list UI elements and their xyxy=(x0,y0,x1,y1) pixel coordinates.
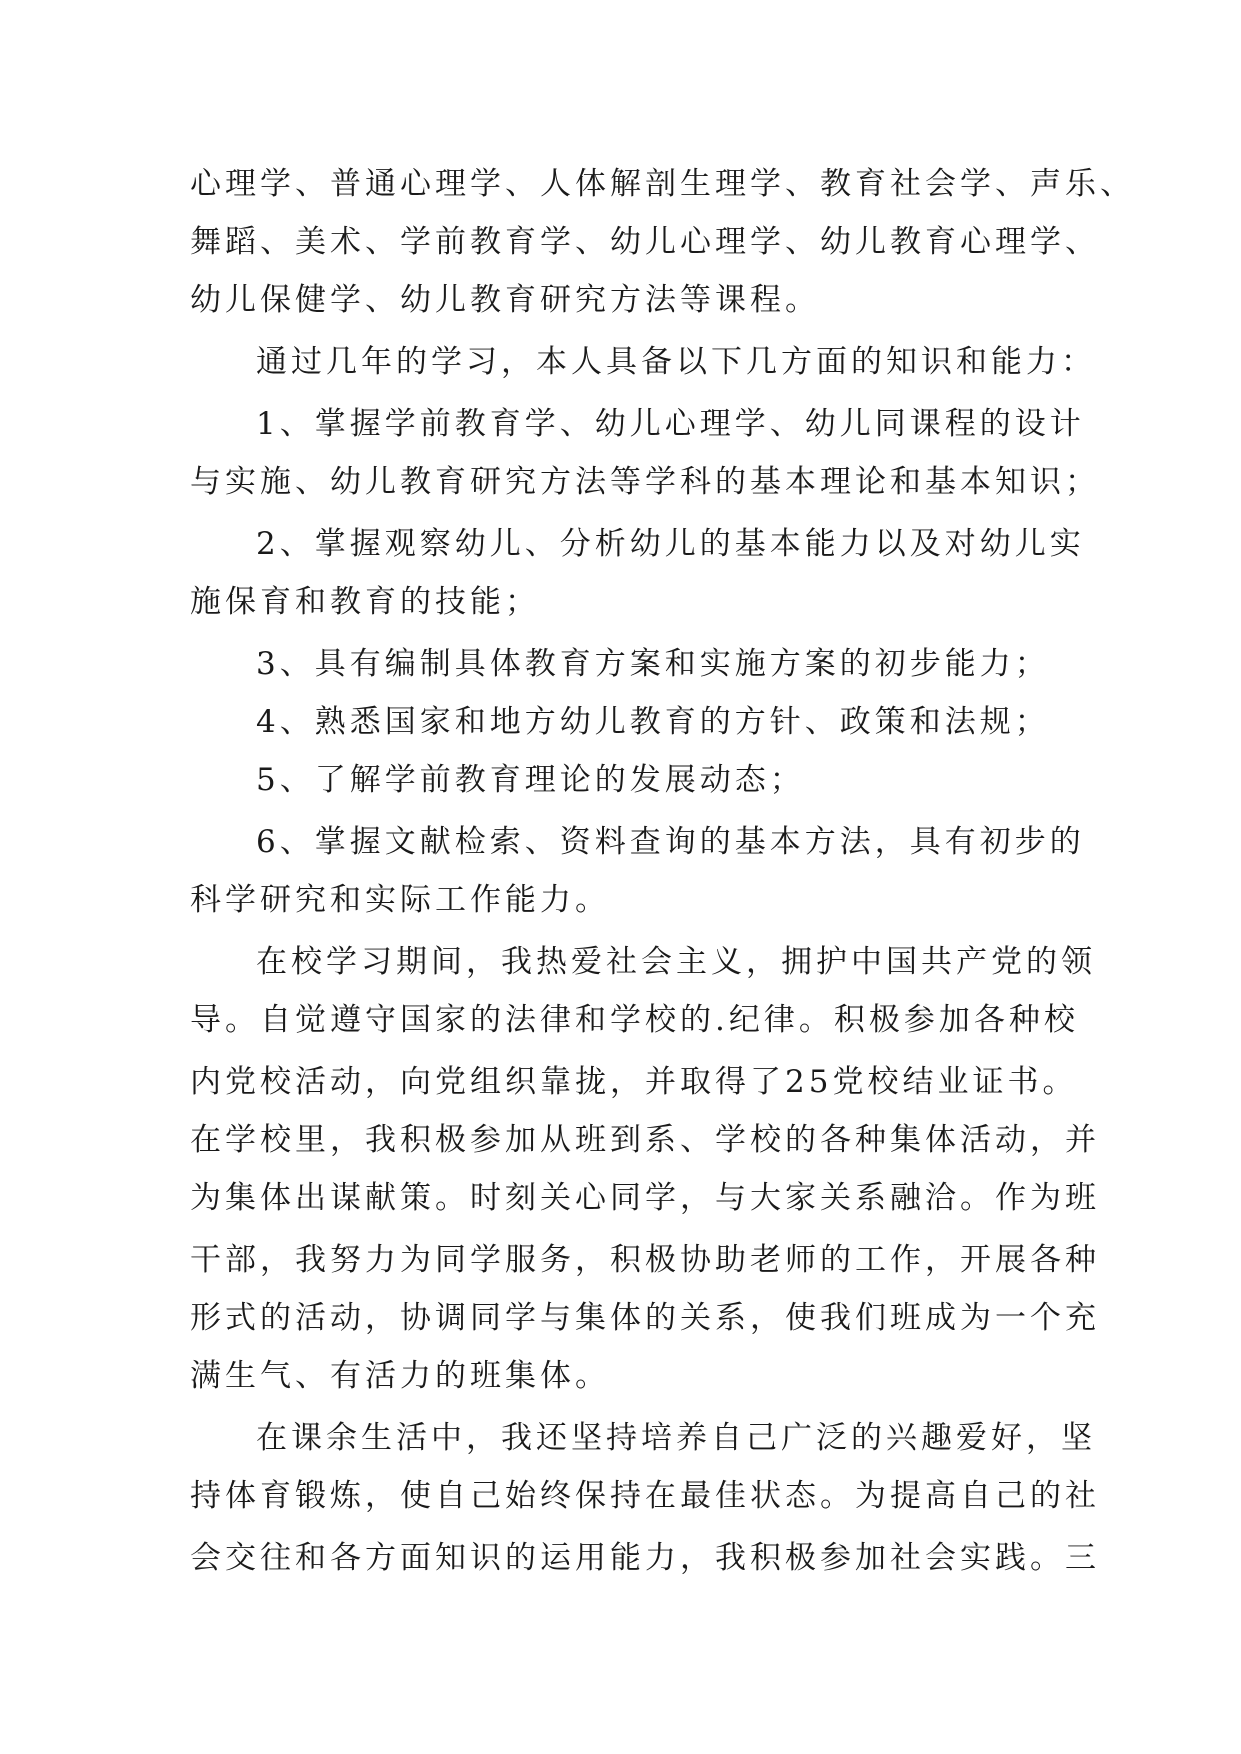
text-line: 心理学、普通心理学、人体解剖生理学、教育社会学、声乐、 xyxy=(190,166,1135,202)
list-item-3-line: 3、具有编制具体教育方案和实施方案的初步能力； xyxy=(256,646,1050,682)
paragraph-start-line: 通过几年的学习，本人具备以下几方面的知识和能力： xyxy=(256,344,1096,380)
list-item-1-line: 1、掌握学前教育学、幼儿心理学、幼儿同课程的设计 xyxy=(256,406,1085,442)
text-line: 会交往和各方面知识的运用能力，我积极参加社会实践。三 xyxy=(190,1540,1100,1576)
text-line: 幼儿保健学、幼儿教育研究方法等课程。 xyxy=(190,282,820,318)
text-line: 在学校里，我积极参加从班到系、学校的各种集体活动，并 xyxy=(190,1122,1100,1158)
text-line: 持体育锻炼，使自己始终保持在最佳状态。为提高自己的社 xyxy=(190,1478,1100,1514)
paragraph-start-line: 在课余生活中，我还坚持培养自己广泛的兴趣爱好，坚 xyxy=(256,1420,1096,1456)
text-line: 导。自觉遵守国家的法律和学校的.纪律。积极参加各种校 xyxy=(190,1002,1079,1038)
text-line: 干部，我努力为同学服务，积极协助老师的工作，开展各种 xyxy=(190,1242,1100,1278)
list-item-6-line: 6、掌握文献检索、资料查询的基本方法，具有初步的 xyxy=(256,824,1085,860)
paragraph-start-line: 在校学习期间，我热爱社会主义，拥护中国共产党的领 xyxy=(256,944,1096,980)
list-item-2-line: 2、掌握观察幼儿、分析幼儿的基本能力以及对幼儿实 xyxy=(256,526,1085,562)
text-line: 科学研究和实际工作能力。 xyxy=(190,882,610,918)
text-line: 满生气、有活力的班集体。 xyxy=(190,1358,610,1394)
text-line: 施保育和教育的技能； xyxy=(190,584,540,620)
list-item-5-line: 5、了解学前教育理论的发展动态； xyxy=(256,762,805,798)
text-line: 内党校活动，向党组织靠拢，并取得了25党校结业证书。 xyxy=(190,1064,1078,1100)
text-line: 与实施、幼儿教育研究方法等学科的基本理论和基本知识； xyxy=(190,464,1100,500)
text-line: 为集体出谋献策。时刻关心同学，与大家关系融洽。作为班 xyxy=(190,1180,1100,1216)
list-item-4-line: 4、熟悉国家和地方幼儿教育的方针、政策和法规； xyxy=(256,704,1050,740)
text-line: 形式的活动，协调同学与集体的关系，使我们班成为一个充 xyxy=(190,1300,1100,1336)
text-line: 舞蹈、美术、学前教育学、幼儿心理学、幼儿教育心理学、 xyxy=(190,224,1100,260)
